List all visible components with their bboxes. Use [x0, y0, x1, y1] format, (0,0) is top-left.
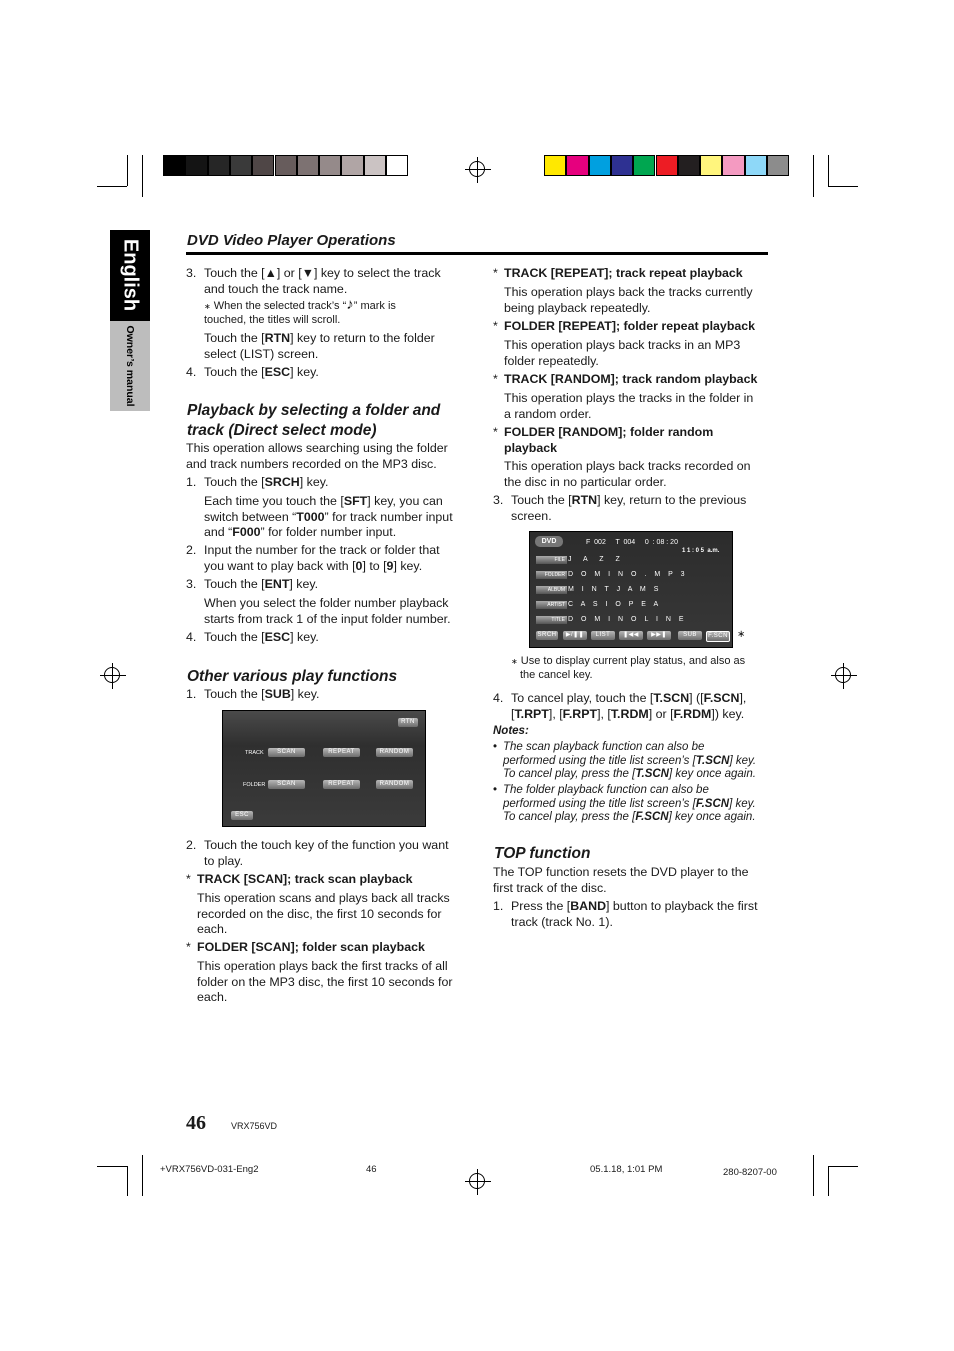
track-scan-heading: * TRACK [SCAN]; track scan playback: [186, 872, 413, 886]
music-note-icon: ♪: [346, 296, 354, 313]
top-step-1: 1. Press the [BAND] button to playback the first track (track No. 1).: [493, 899, 758, 929]
crop-mark: [813, 155, 814, 197]
folder-repeat-key[interactable]: REPEAT: [323, 780, 360, 789]
step-4-esc: 4. Touch the [ESC] key.: [186, 365, 319, 379]
other-step-2: 2. Touch the touch key of the function you want to play.: [186, 838, 449, 868]
crop-mark: [97, 186, 127, 187]
crop-mark: [142, 1155, 143, 1196]
title-tag: TITLE: [536, 616, 567, 624]
fscn-key[interactable]: F.SCN: [706, 631, 730, 642]
color-swatch: [297, 155, 319, 176]
direct-step-3-detail: When you select the folder number playback starts from track 1 of the input folder number.: [204, 596, 451, 626]
folder-random-key[interactable]: RANDOM: [376, 780, 413, 789]
color-swatch: [364, 155, 386, 176]
track-scan-key[interactable]: SCAN: [268, 748, 305, 757]
color-swatch: [678, 155, 700, 176]
crop-mark: [127, 155, 128, 186]
folder-repeat-desc: This operation plays back tracks in an MP3 folder repeatedly.: [504, 338, 741, 368]
track-repeat-heading: * TRACK [REPEAT]; track repeat playback: [493, 266, 743, 280]
track-random-key[interactable]: RANDOM: [376, 748, 413, 757]
folder-repeat-heading: * FOLDER [REPEAT]; folder repeat playback: [493, 319, 756, 333]
crop-mark: [828, 1166, 829, 1196]
print-file-name: +VRX756VD-031-Eng2: [160, 1164, 259, 1175]
track-repeat-desc: This operation plays back the tracks currently being playback repeatedly.: [504, 285, 753, 315]
color-swatch: [767, 155, 789, 176]
note-1: • The scan playback function can also be performed using the title list screen’s [T.SCN] key. To cancel play, press the [T.SCN] key once again.: [493, 741, 757, 780]
print-code: 280-8207-00: [723, 1167, 777, 1178]
folder-scan-heading: * FOLDER [SCAN]; folder scan playback: [186, 940, 425, 954]
right-step-3: 3. Touch the [RTN] key, return to the previous screen.: [493, 493, 747, 523]
registration-mark: [469, 161, 485, 177]
color-swatch: [589, 155, 611, 176]
color-swatch: [163, 155, 185, 176]
album-name[interactable]: M I N T J A M S: [568, 586, 662, 593]
color-swatch: [722, 155, 744, 176]
track-row-label: TRACK: [245, 750, 264, 756]
color-swatch: [656, 155, 678, 176]
folder-random-heading: * FOLDER [RANDOM]; folder random playback: [493, 425, 714, 455]
crop-mark: [97, 1166, 127, 1167]
right-step-4: 4. To cancel play, touch the [T.SCN] ([F.SCN], [T.RPT], [F.RPT], [T.RDM] or [F.RDM]) key.: [493, 691, 747, 721]
dvd-logo: DVD: [535, 536, 563, 547]
artist-name[interactable]: C A S I O P E A: [568, 601, 662, 608]
folder-random-desc: This operation plays back tracks recorded on the disc in no particular order.: [504, 459, 751, 489]
sub-function-screen: [222, 710, 426, 827]
crop-mark: [828, 186, 858, 187]
rtn-instruction: Touch the [RTN] key to return to the folder select (LIST) screen.: [204, 331, 435, 361]
down-arrow-icon: ▼: [301, 266, 314, 280]
registration-mark: [835, 667, 851, 683]
cancel-key-note: ∗ Use to display current play status, and also as the cancel key.: [511, 655, 746, 681]
play-pause-key[interactable]: ▶/❚❚: [563, 631, 587, 640]
color-swatch: [208, 155, 230, 176]
color-swatch: [566, 155, 588, 176]
color-swatch: [230, 155, 252, 176]
direct-step-3: 3. Touch the [ENT] key.: [186, 577, 319, 591]
next-track-key[interactable]: ▶▶❚: [647, 631, 671, 640]
rtn-key[interactable]: RTN: [398, 718, 418, 727]
direct-step-1-detail: Each time you touch the [SFT] key, you can switch between “T000” for track number input and “F000” for folder number input.: [204, 494, 453, 539]
step-3-select-track: 3. Touch the [▲] or [▼] key to select the track and touch the track name.: [186, 266, 441, 296]
color-swatch: [252, 155, 274, 176]
print-date: 05.1.18, 1:01 PM: [590, 1164, 663, 1175]
esc-key[interactable]: ESC: [231, 811, 253, 820]
color-swatch: [319, 155, 341, 176]
direct-select-heading: Playback by selecting a folder and track (Direct select mode): [187, 402, 441, 439]
crop-mark: [828, 1166, 858, 1167]
color-swatch: [275, 155, 297, 176]
color-swatch: [700, 155, 722, 176]
folder-scan-desc: This operation plays back the first tracks of all folder on the MP3 disc, the first 10 seconds for each.: [197, 959, 453, 1004]
track-scan-desc: This operation scans and plays back all tracks recorded on the disc, the first 10 seconds for each.: [197, 891, 450, 936]
color-swatch: [611, 155, 633, 176]
up-arrow-icon: ▲: [264, 266, 277, 280]
scroll-note: ∗ When the selected track’s “♪” mark is touched, the titles will scroll.: [204, 296, 396, 326]
prev-track-key[interactable]: ❚◀◀: [619, 631, 643, 640]
sidebar-manual-label: Owner’s manual: [124, 325, 136, 407]
folder-row-label: FOLDER: [243, 782, 266, 788]
crop-mark: [142, 155, 143, 197]
direct-step-4: 4. Touch the [ESC] key.: [186, 630, 319, 644]
color-swatch: [745, 155, 767, 176]
sidebar-language-tab: [110, 230, 150, 321]
sidebar-manual-tab: [110, 321, 150, 411]
crop-mark: [813, 1155, 814, 1196]
list-key[interactable]: LIST: [591, 631, 615, 640]
crop-mark: [828, 155, 829, 186]
color-swatch: [341, 155, 363, 176]
header-rule: [186, 252, 768, 255]
registration-mark: [104, 667, 120, 683]
artist-tag: ARTIST: [536, 601, 567, 609]
other-step-1: 1. Touch the [SUB] key.: [186, 687, 320, 701]
mp3-play-screen: [529, 531, 733, 648]
folder-scan-key[interactable]: SCAN: [268, 780, 305, 789]
clock: 1 1 : 0 5 a.m.: [682, 548, 720, 554]
model-name: VRX756VD: [231, 1121, 278, 1131]
sidebar-language-label: English: [119, 238, 142, 312]
print-page-number: 46: [366, 1164, 377, 1175]
section-title: DVD Video Player Operations: [187, 232, 396, 249]
file-name[interactable]: J A Z Z: [568, 556, 625, 563]
page-number: 46: [186, 1112, 206, 1134]
direct-step-1: 1. Touch the [SRCH] key.: [186, 475, 329, 489]
direct-select-intro: This operation allows searching using the folder and track numbers recorded on the MP3 disc.: [186, 441, 448, 471]
top-function-heading: TOP function: [494, 845, 591, 862]
file-tag: FILE: [536, 556, 567, 564]
track-repeat-key[interactable]: REPEAT: [323, 748, 360, 757]
note-2: • The folder playback function can also be performed using the title list screen’s [F.SCN] key. To cancel play, press the [F.SCN] key once again.: [493, 784, 756, 823]
srch-key[interactable]: SRCH: [537, 632, 557, 638]
notes-title: Notes:: [493, 725, 529, 737]
sub-key[interactable]: SUB: [678, 631, 702, 640]
top-function-intro: The TOP function resets the DVD player to the first track of the disc.: [493, 865, 749, 895]
crop-mark: [127, 1166, 128, 1196]
registration-mark: [469, 1173, 485, 1189]
title-name[interactable]: D O M I N O L I N E: [568, 616, 687, 623]
other-functions-heading: Other various play functions: [187, 668, 398, 685]
color-swatch: [185, 155, 207, 176]
color-swatch: [386, 155, 408, 176]
direct-step-2: 2. Input the number for the track or folder that you want to play back with [0] to [9] key.: [186, 543, 440, 573]
track-random-heading: * TRACK [RANDOM]; track random playback: [493, 372, 758, 386]
fscn-note-mark: ∗: [737, 629, 746, 640]
play-status: F 002 T 004 0 : 08 : 20: [586, 539, 678, 546]
track-random-desc: This operation plays the tracks in the folder in a random order.: [504, 391, 754, 421]
album-tag: ALBUM: [536, 586, 567, 594]
folder-tag: FOLDER: [536, 571, 567, 579]
color-swatch: [633, 155, 655, 176]
folder-name[interactable]: D O M I N O . M P 3: [568, 571, 688, 578]
color-swatch: [544, 155, 566, 176]
